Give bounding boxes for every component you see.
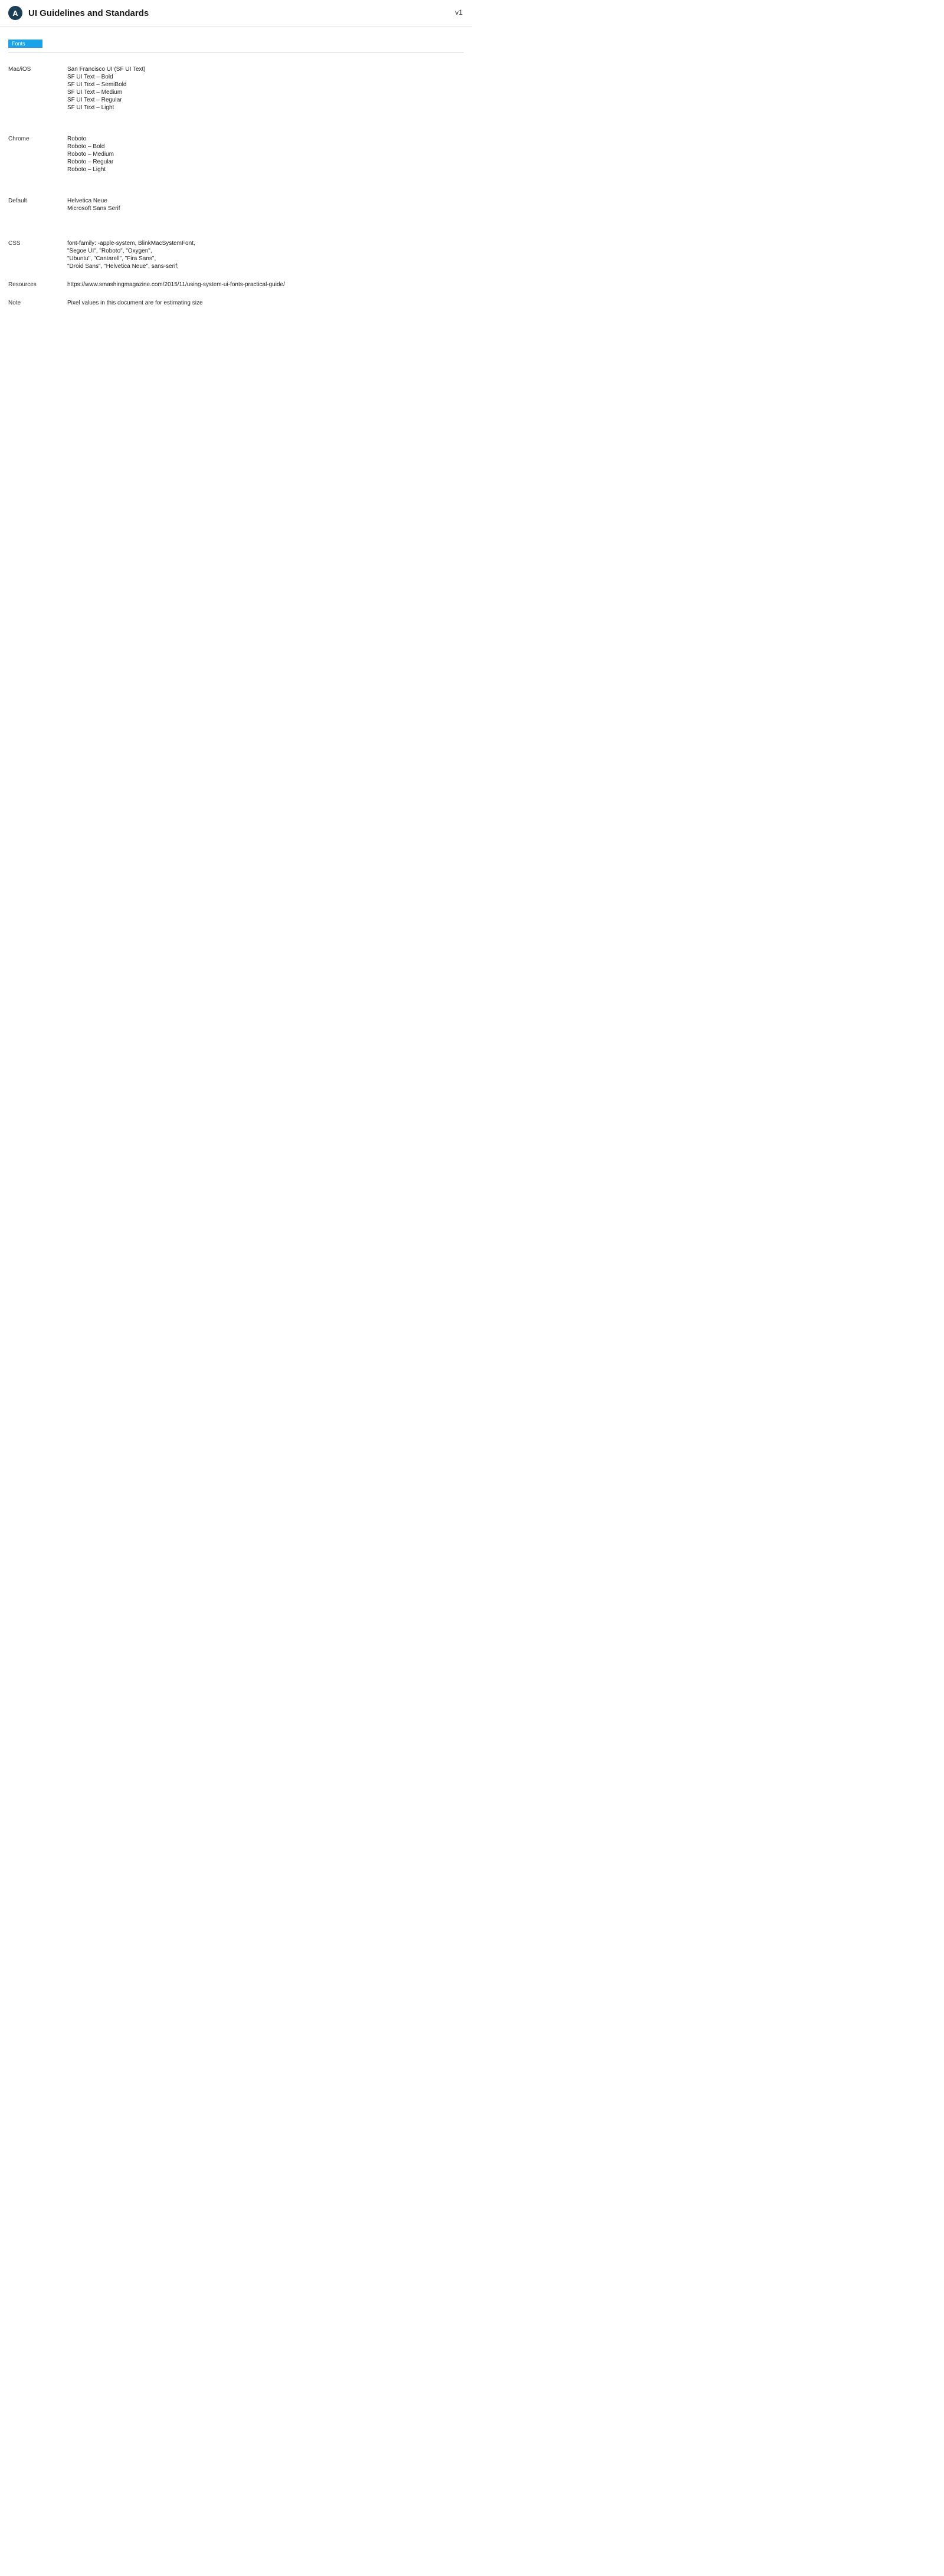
brand-logo-icon: A <box>8 6 22 20</box>
page-header <box>0 0 472 27</box>
font-value-line: SF UI Text – Bold <box>67 74 113 80</box>
font-label: Default <box>8 198 27 204</box>
font-label: Resources <box>8 281 37 288</box>
font-label: Mac/iOS <box>8 66 31 73</box>
font-row-default <box>8 197 472 212</box>
font-row-macios <box>8 65 472 112</box>
font-row-note <box>8 299 472 307</box>
font-value-line: Roboto – Regular <box>67 159 114 165</box>
font-label: Note <box>8 300 21 306</box>
font-value-line: Roboto – Light <box>67 166 106 173</box>
font-value-line: SF UI Text – Medium <box>67 89 123 96</box>
font-value-line: SF UI Text – SemiBold <box>67 81 127 88</box>
font-value-line: Pixel values in this document are for estimating size <box>67 300 203 306</box>
font-value-line: Roboto – Bold <box>67 143 105 150</box>
font-value-line: Roboto – Medium <box>67 151 114 158</box>
font-value-line: Roboto <box>67 136 87 142</box>
font-value-line: SF UI Text – Light <box>67 104 114 111</box>
font-values <box>67 65 146 112</box>
section-divider <box>8 52 464 53</box>
font-values <box>67 240 195 270</box>
font-label: CSS <box>8 240 21 247</box>
font-value-line: Helvetica Neue <box>67 198 107 204</box>
font-value-line: "Segoe UI", "Roboto", "Oxygen", <box>67 248 152 254</box>
font-label: Chrome <box>8 136 30 142</box>
font-row-resources <box>8 281 472 289</box>
font-values <box>67 197 120 212</box>
fonts-table <box>0 65 472 307</box>
version-label: v1 <box>455 8 463 17</box>
font-values <box>67 281 285 289</box>
resource-link[interactable]: https://www.smashingmagazine.com/2015/11/using-system-ui-fonts-practical-guide/ <box>67 281 285 288</box>
font-value-line: SF UI Text – Regular <box>67 97 122 103</box>
font-values <box>67 299 203 307</box>
font-value-line: font-family: -apple-system, BlinkMacSystemFont, <box>67 240 195 247</box>
font-value-line: Microsoft Sans Serif <box>67 205 120 212</box>
font-value-line: "Droid Sans", "Helvetica Neue", sans-serif; <box>67 263 179 270</box>
font-row-chrome <box>8 135 472 173</box>
font-row-css <box>8 240 472 270</box>
font-value-line: "Ubuntu", "Cantarell", "Fira Sans", <box>67 255 156 262</box>
page-title: UI Guidelines and Standards <box>28 8 149 18</box>
font-value-line: San Francisco UI (SF UI Text) <box>67 66 146 73</box>
font-values <box>67 135 114 173</box>
ui-guidelines-page <box>0 0 472 306</box>
section-tag-fonts: Fonts <box>8 40 42 48</box>
